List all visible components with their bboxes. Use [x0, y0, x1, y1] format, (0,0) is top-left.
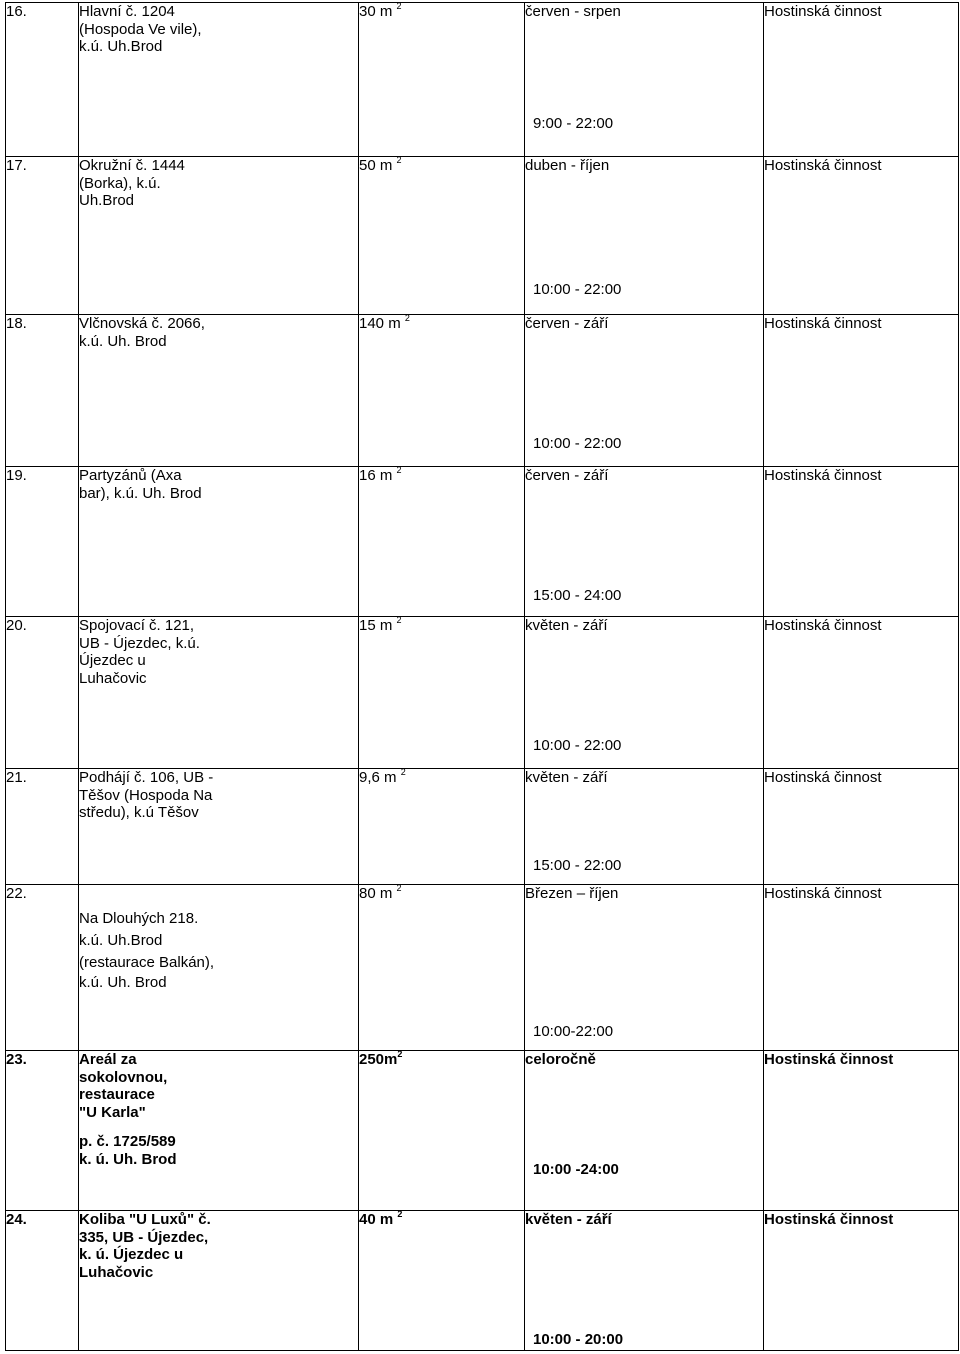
period-cell	[525, 467, 764, 617]
address-line: p. č. 1725/589	[79, 1133, 176, 1150]
address-line: Hlavní č. 1204	[79, 3, 175, 20]
row-number: 22.	[6, 885, 27, 902]
hours-value: 10:00 - 22:00	[533, 435, 622, 452]
address-line: 335, UB - Újezdec,	[79, 1228, 209, 1246]
table-row	[6, 1211, 959, 1351]
area-cell	[359, 617, 525, 769]
activity-value: Hostinská činnost	[764, 157, 882, 174]
table-row	[6, 315, 959, 467]
period-cell	[525, 3, 764, 157]
address-line: Podhájí č. 106, UB -	[79, 769, 214, 786]
row-number: 17.	[6, 157, 27, 174]
table-row	[6, 157, 959, 315]
activity-value: Hostinská činnost	[764, 769, 882, 786]
address-line: Koliba "U Luxů" č.	[79, 1211, 211, 1228]
period-cell	[525, 315, 764, 467]
address-line: k.ú. Uh.Brod	[79, 38, 163, 55]
hours-value: 10:00 - 22:00	[533, 281, 622, 298]
row-number: 19.	[6, 467, 27, 484]
table-row	[6, 885, 959, 1051]
area-value: 30 m	[359, 3, 393, 20]
address-cell	[79, 467, 359, 617]
address-line: sokolovnou,	[79, 1068, 168, 1086]
activity-value: Hostinská činnost	[764, 1051, 894, 1068]
area-value: 15 m	[359, 617, 393, 634]
area-value: 9,6 m	[359, 769, 397, 786]
activity-value: Hostinská činnost	[764, 1211, 894, 1228]
area-cell	[359, 315, 525, 467]
period-value: duben - říjen	[525, 157, 610, 174]
area-value: 16 m	[359, 467, 393, 484]
row-number: 23.	[6, 1051, 27, 1068]
period-value: červen - září	[525, 315, 609, 332]
row-number: 16.	[6, 3, 27, 20]
hours-value: 10:00 - 22:00	[533, 737, 622, 754]
period-value: červen - září	[525, 467, 609, 484]
area-cell	[359, 157, 525, 315]
address-line: "U Karla"	[79, 1103, 146, 1121]
area-unit-sup: 2	[400, 767, 406, 777]
table-row	[6, 467, 959, 617]
period-value: květen - září	[525, 769, 608, 786]
row-number: 24.	[6, 1211, 27, 1228]
address-line: Uh.Brod	[79, 192, 135, 209]
period-cell	[525, 769, 764, 885]
address-line: k. ú. Uh. Brod	[79, 1150, 177, 1168]
activity-value: Hostinská činnost	[764, 467, 882, 484]
address-cell	[79, 3, 359, 157]
row-number: 20.	[6, 617, 27, 634]
address-cell	[79, 769, 359, 885]
area-unit-sup: 2	[396, 615, 402, 625]
address-line: Těšov (Hospoda Na	[79, 786, 213, 804]
address-line: Újezdec u	[79, 652, 146, 669]
period-value: květen - září	[525, 1211, 612, 1228]
address-line: Luhačovic	[79, 669, 147, 687]
period-cell	[525, 885, 764, 1051]
area-unit-sup: 2	[397, 1049, 403, 1059]
area-cell	[359, 3, 525, 157]
area-unit-sup: 2	[396, 155, 402, 165]
address-line: k.ú. Uh. Brod	[79, 332, 167, 350]
premises-table	[5, 2, 959, 1351]
address-line: Partyzánů (Axa	[79, 467, 182, 484]
area-cell	[359, 769, 525, 885]
address-cell	[79, 157, 359, 315]
address-cell	[79, 617, 359, 769]
period-value: květen - září	[525, 617, 608, 634]
address-line: UB - Újezdec, k.ú.	[79, 634, 200, 652]
address-cell	[79, 315, 359, 467]
activity-value: Hostinská činnost	[764, 315, 882, 332]
period-value: Březen – říjen	[525, 885, 619, 902]
address-line: k.ú. Uh.Brod	[79, 932, 163, 949]
area-unit-sup: 2	[404, 313, 410, 323]
address-line: k. ú. Újezdec u	[79, 1246, 184, 1263]
address-line: Vlčnovská č. 2066,	[79, 315, 205, 332]
address-line: (Hospoda Ve vile),	[79, 20, 202, 38]
area-unit-sup: 2	[396, 1, 402, 11]
address-line: Spojovací č. 121,	[79, 617, 195, 634]
row-number: 21.	[6, 769, 27, 786]
hours-value: 10:00 - 20:00	[533, 1331, 624, 1348]
address-line: (restaurace Balkán),	[79, 954, 215, 971]
period-cell	[525, 157, 764, 315]
hours-value: 10:00-22:00	[533, 1023, 614, 1040]
table-row	[6, 617, 959, 769]
area-value: 140 m	[359, 315, 401, 332]
period-cell	[525, 1051, 764, 1211]
address-line: Okružní č. 1444	[79, 157, 185, 174]
address-line: restaurace	[79, 1086, 155, 1103]
period-value: červen - srpen	[525, 3, 621, 20]
activity-value: Hostinská činnost	[764, 885, 882, 902]
address-cell	[79, 1051, 359, 1211]
address-line: středu), k.ú Těšov	[79, 804, 199, 821]
row-number: 18.	[6, 315, 27, 332]
area-value: 250m	[359, 1051, 398, 1068]
area-value: 80 m	[359, 885, 393, 902]
table-row	[6, 3, 959, 157]
area-unit-sup: 2	[396, 883, 402, 893]
address-line: Areál za	[79, 1051, 137, 1068]
table-row	[6, 769, 959, 885]
area-unit-sup: 2	[397, 1209, 403, 1219]
area-cell	[359, 885, 525, 1051]
address-line: Na Dlouhých 218.	[79, 910, 199, 927]
area-cell	[359, 1051, 525, 1211]
hours-value: 9:00 - 22:00	[533, 115, 614, 132]
hours-value: 15:00 - 24:00	[533, 587, 622, 604]
area-value: 50 m	[359, 157, 393, 174]
period-cell	[525, 1211, 764, 1351]
address-line: k.ú. Uh. Brod	[79, 974, 167, 991]
area-cell	[359, 467, 525, 617]
address-line: Luhačovic	[79, 1263, 154, 1281]
area-cell	[359, 1211, 525, 1351]
address-line: (Borka), k.ú.	[79, 174, 161, 192]
hours-value: 15:00 - 22:00	[533, 857, 622, 874]
period-cell	[525, 617, 764, 769]
activity-value: Hostinská činnost	[764, 3, 882, 20]
table-row	[6, 1051, 959, 1211]
area-unit-sup: 2	[396, 465, 402, 475]
period-value: celoročně	[525, 1051, 596, 1068]
area-value: 40 m	[359, 1211, 394, 1228]
address-cell	[79, 1211, 359, 1351]
address-cell	[79, 885, 359, 1051]
activity-value: Hostinská činnost	[764, 617, 882, 634]
hours-value: 10:00 -24:00	[533, 1161, 619, 1178]
address-line: bar), k.ú. Uh. Brod	[79, 484, 202, 502]
